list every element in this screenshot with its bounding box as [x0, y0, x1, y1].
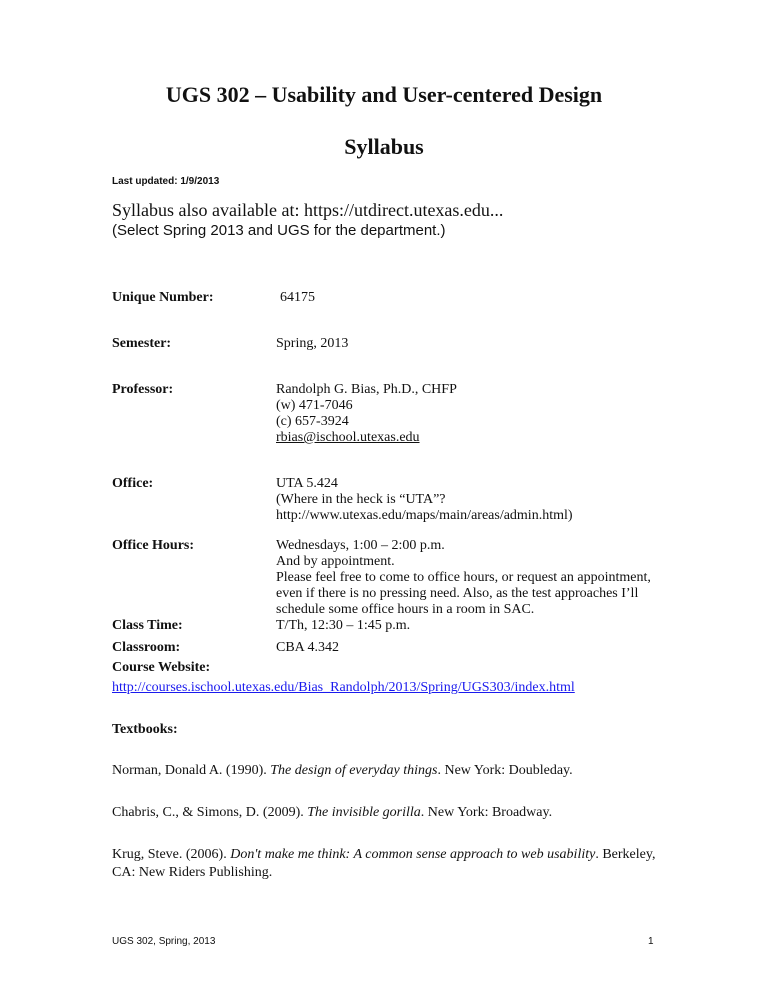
semester-value: Spring, 2013	[276, 336, 349, 351]
page-footer: UGS 302, Spring, 2013	[112, 936, 216, 947]
syllabus-heading: Syllabus	[344, 134, 424, 159]
select-note: (Select Spring 2013 and UGS for the department.)	[112, 222, 446, 239]
office-hours-appointment: And by appointment.	[276, 554, 395, 569]
professor-name: Randolph G. Bias, Ph.D., CHFP	[276, 382, 457, 397]
textbook-citation: Krug, Steve. (2006).	[112, 847, 231, 862]
class-time-value: T/Th, 12:30 – 1:45 p.m.	[276, 618, 411, 633]
office-hours-time: Wednesdays, 1:00 – 2:00 p.m.	[276, 538, 445, 553]
course-website-link[interactable]: http://courses.ischool.utexas.edu/Bias_Randolph/2013/Spring/UGS303/index.html	[112, 680, 575, 695]
textbook-item	[112, 846, 664, 882]
textbook-publisher: . Berkeley, CA: New Riders Publishing.	[112, 847, 656, 880]
semester-label: Semester:	[112, 336, 172, 351]
textbook-citation: Chabris, C., & Simons, D. (2009).	[112, 805, 308, 820]
professor-label: Professor:	[112, 382, 174, 397]
office-value: UTA 5.424	[276, 476, 338, 491]
document-title: UGS 302 – Usability and User-centered Design	[165, 82, 603, 107]
professor-cell-phone: (c) 657-3924	[276, 414, 349, 429]
office-label: Office:	[112, 476, 154, 491]
last-updated: Last updated: 1/9/2013	[112, 176, 220, 187]
office-hours-note: Please feel free to come to office hours, or request an appointment, even if there is no pressing need. Also, as the test approaches I’ll schedule some office hours in a room in SAC.	[276, 570, 651, 617]
unique-number-value: 64175	[280, 290, 315, 305]
textbook-publisher: . New York: Doubleday.	[437, 763, 573, 778]
office-map-url: http://www.utexas.edu/maps/main/areas/admin.html)	[276, 508, 573, 523]
office-hours-label: Office Hours:	[112, 538, 195, 553]
professor-email-link[interactable]: rbias@ischool.utexas.edu	[276, 430, 420, 445]
textbook-item	[112, 804, 664, 822]
textbook-publisher: . New York: Broadway.	[420, 805, 553, 820]
unique-number-label: Unique Number:	[112, 290, 214, 305]
page-number: 1	[648, 936, 654, 947]
classroom-value: CBA 4.342	[276, 640, 340, 655]
office-question: (Where in the heck is “UTA”?	[276, 492, 446, 507]
textbook-title: The invisible gorilla	[307, 805, 421, 820]
course-website-heading: Course Website:	[112, 660, 211, 675]
classroom-label: Classroom:	[112, 640, 181, 655]
class-time-label: Class Time:	[112, 618, 183, 633]
textbook-citation: Norman, Donald A. (1990).	[112, 763, 271, 778]
professor-work-phone: (w) 471-7046	[276, 398, 353, 413]
textbook-title: The design of everyday things	[270, 763, 438, 778]
textbook-title: Don't make me think: A common sense approach to web usability	[230, 847, 596, 862]
availability-note: Syllabus also available at: https://utdirect.utexas.edu...	[112, 200, 504, 220]
textbooks-heading: Textbooks:	[112, 722, 178, 737]
textbook-item	[112, 762, 664, 780]
